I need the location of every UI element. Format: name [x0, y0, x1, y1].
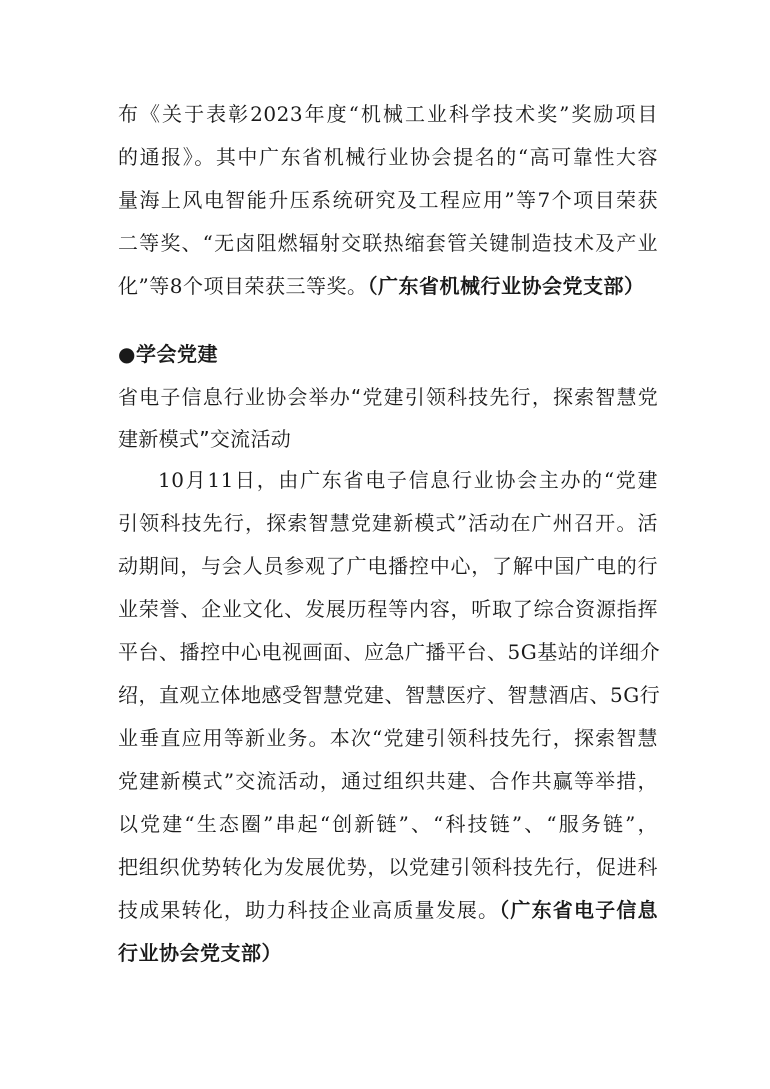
section-heading: ●学会党建 [118, 342, 218, 366]
article2-line-with-source [118, 896, 658, 924]
article2-line: 动期间，与会人员参观了广电播控中心，了解中国广电的行 [118, 554, 658, 578]
article2-line: 平台、播控中心电视画面、应急广播平台、5G基站的详细介 [118, 640, 661, 664]
article2-line: 以党建“生态圈”串起“创新链”、“科技链”、“服务链”， [118, 812, 658, 836]
article2-line: 引领科技先行，探索智慧党建新模式”活动在广州召开。活 [118, 511, 658, 535]
article1-last-line [118, 272, 658, 300]
article1-line: 布《关于表彰2023年度“机械工业科学技术奖”奖励项目 [118, 102, 658, 126]
article2-line: 把组织优势转化为发展优势，以党建引领科技先行，促进科 [118, 855, 658, 879]
article2-line: 业荣誉、企业文化、发展历程等内容，听取了综合资源指挥 [118, 597, 658, 621]
article2-line: 业垂直应用等新业务。本次“党建引领科技先行，探索智慧 [118, 726, 658, 750]
article1-line: 的通报》。其中广东省机械行业协会提名的“高可靠性大容 [118, 145, 658, 169]
article2-line: 技成果转化，助力科技企业高质量发展。 [118, 898, 500, 922]
article2-line: 党建新模式”交流活动，通过组织共建、合作共赢等举措， [118, 769, 658, 793]
article1-source: （广东省机械行业协会党支部） [367, 274, 645, 298]
article1-line: 二等奖、“无卤阻燃辐射交联热缩套管关键制造技术及产业 [118, 231, 658, 255]
article2-source: 行业协会党支部） [118, 941, 282, 965]
article2-title-line: 建新模式”交流活动 [118, 427, 292, 451]
article2-source: （广东省电子信息 [499, 898, 659, 922]
article2-title-line: 省电子信息行业协会举办“党建引领科技先行，探索智慧党 [118, 385, 658, 409]
article1-line: 化”等8个项目荣获三等奖。 [118, 274, 368, 298]
article2-line: 10月11日，由广东省电子信息行业协会主办的“党建 [158, 468, 658, 492]
article2-line: 绍，直观立体地感受智慧党建、智慧医疗、智慧酒店、5G行 [118, 683, 661, 707]
article1-line: 量海上风电智能升压系统研究及工程应用”等7个项目荣获 [118, 188, 658, 212]
